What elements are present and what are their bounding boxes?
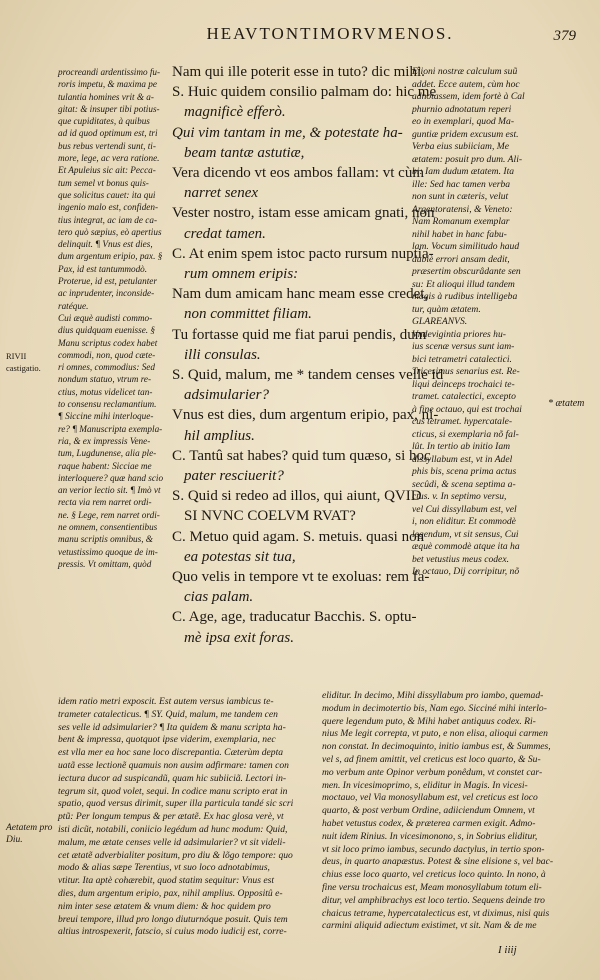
middle-column-line: Qui vim tantam in me, & potestate ha- bbox=[172, 124, 403, 141]
left-column-line: bus rebus vertendi sunt, ti- bbox=[58, 140, 156, 151]
middle-column-line: C. Tantû sat habes? quid tum quæso, si hoc bbox=[172, 447, 431, 464]
right-column-line: lût. In tertio ab initio Iam bbox=[412, 441, 511, 452]
left-column-line: ria, & ex impressis Vene- bbox=[58, 435, 151, 446]
middle-column-line: narret senex bbox=[184, 185, 259, 202]
right-column-line: su: Et alioqui illud tandem bbox=[412, 278, 515, 290]
bottom-left-line: dies, dum argentum eripio, pax, nihil amplius. Oppositû e- bbox=[58, 887, 283, 899]
right-column-line: bi: Iam dudum ætatem. Ita bbox=[412, 166, 515, 177]
left-column-line: vetustissimo quoque de im- bbox=[58, 546, 158, 557]
middle-column-line: pater resciuerit? bbox=[184, 468, 284, 485]
right-column-line: GLAREANVS. bbox=[412, 316, 468, 327]
right-column-line: vel Cui dissyllabum est, vel bbox=[412, 503, 517, 515]
bottom-right-line: vt sit loco primo iambus, secundo dactylus, in tertio spon- bbox=[322, 843, 545, 855]
page-number: 379 bbox=[553, 28, 576, 44]
left-column-line: Cui æquè audisti commo- bbox=[58, 312, 153, 323]
left-column-line: pressis. Vt omittam, quòd bbox=[58, 558, 152, 569]
left-column-line: commodi, non, quod cæte- bbox=[58, 349, 156, 360]
right-column-line: æquè commodè atque ita ha bbox=[412, 541, 520, 552]
middle-column-line: credat tamen. bbox=[184, 225, 266, 242]
left-column-line: tum, Lugdunense, alia ple- bbox=[58, 448, 157, 459]
bottom-left-line: altius introspexerit, fatscio, si cuius modo iudicij est, corre- bbox=[58, 926, 287, 938]
right-column-line: bici tetrametri catalectici. bbox=[412, 353, 512, 365]
bottom-right-line: men. In vicesimoprimo, s, eliditur in Magis. In vicesi- bbox=[322, 779, 528, 791]
bottom-right-line: quarto, & post verbum Ordine, adiiciendum Omnem, vt bbox=[322, 805, 535, 817]
left-column-line: delinquit. ¶ Vnus est dies, bbox=[58, 239, 153, 250]
bottom-right-line: non constat. In decimoquinto, initio iambus est, & Summes, bbox=[322, 741, 551, 753]
bottom-right-line: nuit idem Rinius. In vicesimonono, s, in Sobrius eliditur, bbox=[322, 830, 538, 842]
middle-column-line: adsimularier? bbox=[184, 387, 270, 404]
bottom-left-line: uatã esse lectionẽ quamuis non ausim adfirmare: tamen con bbox=[58, 759, 289, 771]
middle-column-line: Vera dicendo vt eos ambos fallam: vt cùm bbox=[172, 165, 425, 182]
right-column-line: tramet. catalectici, excepto bbox=[412, 391, 516, 402]
signature-mark: I iiij bbox=[498, 944, 517, 956]
middle-column-line: cias palam. bbox=[184, 589, 254, 606]
bottom-right-line: eliditur. In decimo, Mihi dissyllabum pro iambo, quemad- bbox=[322, 690, 544, 701]
left-column-line: raque habent: Sicciae me bbox=[58, 460, 152, 471]
bottom-left-line: cet ætatẽ adverbialiter positum, pro diu & lõgo tempore: quo bbox=[58, 849, 293, 861]
right-column-line: Argentoratensi, & Veneto: bbox=[412, 203, 513, 215]
bottom-right-line: chius esse loco quarto, vel creticus loco quinto. In nono, à bbox=[322, 869, 546, 881]
left-column-line: an verior lectio sit. ¶ Imò vt bbox=[58, 485, 161, 496]
middle-column-line: Nam qui ille poterit esse in tuto? dic mihi. bbox=[172, 64, 425, 80]
bottom-right-line: deus, in quarto anapæstus. Potest & sine elisione s, vel bac- bbox=[322, 856, 554, 868]
bottom-right-line: habet vetustus codex, & præterea carmen exigit. Admo- bbox=[322, 817, 536, 829]
middle-column-line: S. Quid, malum, me * tandem censes velle id bbox=[172, 367, 444, 384]
left-column-line: Proterue, id est, petulanter bbox=[58, 276, 157, 287]
middle-column-line: Tu fortasse quid me fiat parui pendis, dum bbox=[172, 326, 427, 343]
left-column-line: tero quò sæpius, eò apertius bbox=[58, 226, 162, 237]
right-column-line: non sunt in cæteris, velut bbox=[412, 191, 509, 202]
left-column-line: gitat: & insuper tibi potius- bbox=[58, 103, 160, 114]
left-column-line: dum argentum eripio, pax. § bbox=[58, 251, 163, 262]
left-column-line: ¶ Siccine mihi interloque- bbox=[58, 411, 154, 422]
bottom-left-line: nim inter sese ætatem & vnum diem: & hoc quidem pro bbox=[58, 900, 271, 912]
bottom-left-line: trameter catalecticus. ¶ SY. Quid, malum, me tandem cen bbox=[58, 708, 278, 720]
left-column-line: Et Apuleius sic ait: Pecca- bbox=[58, 165, 156, 176]
middle-column-line: hil amplius. bbox=[184, 427, 255, 444]
right-column-line: ætatem: posuit pro dum. Ali- bbox=[412, 153, 523, 165]
middle-column-line: Quo velis in tempore vt te exoluas: rem fa- bbox=[172, 569, 430, 586]
left-column-line: que solicitus cauet: ita qui bbox=[58, 189, 156, 200]
bottom-right-line: chaicus tetrame, hypercatalecticus est, vt diximus, nisi quis bbox=[322, 907, 550, 919]
right-column-line: dubiè errori ansam dedit, bbox=[412, 253, 510, 265]
right-column-line: adnotassem, idem fortè à Cal bbox=[412, 91, 525, 102]
bottom-left-line: modo & alias sæpe Terentius, vt suo loco adnotabimus, bbox=[58, 862, 270, 874]
right-column-line: liqui deinceps trochaici te- bbox=[412, 378, 515, 390]
right-column-line: ius scenæ versus sunt iam- bbox=[412, 341, 515, 352]
running-head: HEAVTONTIMORVMENOS. bbox=[206, 24, 454, 43]
left-column-line: Pax, id est tantummodò. bbox=[58, 263, 148, 274]
middle-column-line: magnificè efferò. bbox=[184, 104, 286, 121]
right-column-line: dissyllabum est, vt in Adel bbox=[412, 453, 513, 465]
right-column-line: nihil habet in hanc fabu- bbox=[412, 228, 507, 240]
bottom-right-line: vel s, ad finem amittit, vel creticus est loco quarto, & Su- bbox=[322, 753, 541, 765]
left-column-line: ne omnem, consentientibus bbox=[58, 521, 158, 532]
left-column-line: dius quidquam euenisse. § bbox=[58, 325, 155, 336]
left-column-line: roris impetu, & maxima pe bbox=[58, 79, 157, 90]
left-column-line: procreandi ardentissimo fu- bbox=[58, 67, 161, 77]
right-column-line: guntiæ pridem excusum est. bbox=[412, 128, 519, 140]
middle-column-line: C. Metuo quid agam. S. metuis. quasi non bbox=[172, 528, 425, 545]
bottom-right-line: moctauo, vel Via monosyllabum est, vel creticus est loco bbox=[322, 792, 538, 804]
bottom-left-line: breui tempore, illud pro longo diuturnóque posuit. Quis tem bbox=[58, 913, 288, 925]
bottom-right-line: fine versu trochaicus est, Meam monosyllabum totum eli- bbox=[322, 881, 542, 893]
left-column-line: ratéque. bbox=[58, 300, 89, 311]
right-column-line: bet vetustius meus codex. bbox=[412, 553, 509, 565]
right-column-line: Tricesimus senarius est. Re- bbox=[412, 366, 520, 377]
left-column-line: recta via rem narret ordi- bbox=[58, 497, 152, 508]
left-column-line: que cupiditates, à quibus bbox=[58, 116, 150, 127]
right-column-line: phis bis, scena prima actus bbox=[412, 466, 517, 477]
left-column-line: nondum statuo, vtrum re- bbox=[58, 374, 152, 385]
right-column-line: eo in exemplari, quod Ma- bbox=[412, 116, 515, 127]
right-column-line: cus tetramet. hypercatale- bbox=[412, 416, 513, 427]
left-commentary-column bbox=[58, 66, 170, 570]
left-column-line: manu scriptis omnibus, & bbox=[58, 534, 153, 545]
middle-column-line: C. Age, age, traducatur Bacchis. S. optu- bbox=[172, 609, 417, 626]
middle-column-line: S. Quid si redeo ad illos, qui aiunt, QVID bbox=[172, 488, 422, 505]
left-column-line: tum semel vt bonus quis- bbox=[58, 177, 149, 188]
left-column-line: to consensu reclamantium. bbox=[58, 399, 157, 410]
bottom-left-line: tegrum sit, quod volet, sequi. In codice manu scripto erat in bbox=[58, 785, 288, 797]
right-column-line: ille: Sed hac tamen verba bbox=[412, 178, 511, 190]
bottom-left-line: ptũ: Per longum tempus & per ætatẽ. Ex hac glosa verè, vt bbox=[58, 811, 284, 823]
bottom-right-line: quere legendum puto, & Mihi habet antiquus codex. Ri- bbox=[322, 715, 536, 727]
right-column-line: legendum, vt sit sensus, Cui bbox=[412, 528, 519, 540]
right-commentary-column bbox=[412, 66, 590, 579]
left-column-line: Manu scriptus codex habet bbox=[58, 337, 158, 348]
middle-column-line: non committet filiam. bbox=[184, 306, 312, 323]
middle-column-line: S. Huic quidem consilio palmam do: hic me bbox=[172, 84, 437, 101]
left-column-line: tulantia homines vrit & a- bbox=[58, 91, 154, 102]
margin-note-castigatio: RIVII castigatio. bbox=[6, 351, 41, 373]
right-column-line: i, non eliditur. Et commodè bbox=[412, 516, 516, 527]
margin-note-right-aetatem: * ætatem bbox=[548, 398, 585, 409]
middle-column-line: SI NVNC COELVM RVAT? bbox=[184, 508, 356, 525]
middle-column-line: ea potestas sit tua, bbox=[184, 548, 296, 565]
middle-column-line: rum omnem eripis: bbox=[184, 266, 299, 283]
middle-column-line: beam tantæ astutiæ, bbox=[184, 144, 305, 161]
bottom-right-line: carmini aliquid adiectum existimet, vt sit. Nam & de me bbox=[322, 920, 537, 932]
right-column-line: Verba eius subiiciam, Me bbox=[412, 141, 509, 152]
right-column-line: Nam Romanum exemplar bbox=[412, 216, 510, 227]
middle-column-line: Nam dum amicam hanc meam esse credet, bbox=[172, 286, 429, 303]
right-column-line: lam. Vocum similitudo haud bbox=[412, 241, 520, 252]
margin-note-aetatem: Aetatem pro Diu. bbox=[6, 823, 53, 845]
bottom-left-line: est vlla mer ea hoc sane loco discrepantia. Cæterùm depta bbox=[58, 747, 284, 759]
bottom-left-line: idem ratio metri exposcit. Est autem versus iambicus te- bbox=[58, 696, 274, 707]
left-column-line: tius integrat, ac iam de ca- bbox=[58, 214, 158, 225]
middle-column-line: illi consulas. bbox=[184, 346, 261, 363]
right-column-line: ctus. v. In septimo versu, bbox=[412, 491, 507, 502]
bottom-left-line: ses velle id adsimularier? ¶ Ita quidem & manu scripta ha- bbox=[58, 721, 286, 733]
bottom-right-line: nius Me legit correpta, vt puto, e non elisa, alioqui carmen bbox=[322, 728, 548, 740]
right-column-line: phurnio adnotatum reperi bbox=[412, 103, 512, 115]
left-column-line: ingenio malo est, confiden- bbox=[58, 202, 159, 213]
right-column-line: In octauo, Dij corripitur, nõ bbox=[412, 566, 520, 577]
bottom-left-commentary bbox=[58, 696, 320, 939]
left-column-line: ri omnes, commodius: Sed bbox=[58, 362, 155, 373]
bottom-right-commentary bbox=[322, 690, 592, 933]
bottom-right-line: mo verbum ante Opinor verbum ponêdum, vt constet car- bbox=[322, 766, 543, 778]
right-column-line: addet. Ecce autem, cùm hoc bbox=[412, 78, 520, 90]
middle-column-line: Vnus est dies, dum argentum eripio, pax, ni- bbox=[172, 407, 439, 424]
bottom-left-line: malum, me ætate censes velle id adsimularier? vt sit videli- bbox=[58, 836, 286, 848]
right-column-line: tur, quàm ætatem. bbox=[412, 303, 481, 315]
right-column-line: magis à rudibus intelligeba bbox=[412, 291, 518, 302]
right-column-line: secûdi, & scena septima a- bbox=[412, 478, 516, 490]
middle-column-line: mè ipsa exit foras. bbox=[184, 629, 294, 646]
bottom-right-line: modum in decimotertio bis, Nam ego. Sicciné mihi interlo- bbox=[322, 702, 547, 714]
left-column-line: more, lege, ac vera ratione. bbox=[58, 153, 160, 164]
bottom-right-line: ditur, vel amphibrachys est loco tertio. Sequens deinde tro bbox=[322, 894, 545, 906]
right-column-line: cticus, si exemplaria nõ fal- bbox=[412, 428, 519, 440]
right-column-line: Elioni nostræ calculum suũ bbox=[412, 66, 518, 77]
left-column-line: ne. § Lege, rem narret ordi- bbox=[58, 509, 160, 520]
left-column-line: ac inprudenter, inconside- bbox=[58, 288, 155, 299]
left-column-line: interloquere? quæ hand scio bbox=[58, 472, 164, 483]
bottom-left-line: bent & impressa, quotquot ipse viderim, exemplaria, nec bbox=[58, 734, 276, 746]
bottom-left-line: iectura ducor ad suspicandũ, quam hic subiiciã. Lectori in- bbox=[58, 772, 287, 784]
bottom-left-line: spatio, quod versus dirimit, super illa particula tandé sic scri bbox=[58, 798, 294, 810]
middle-column-line: Vester nostro, istam esse amicam gnati, non bbox=[172, 205, 435, 222]
right-column-line: à fine octauo, qui est trochai bbox=[412, 403, 522, 415]
right-column-line: præsertim obscurâdante sen bbox=[412, 266, 521, 277]
bottom-left-line: isti dicũt, notabili, coniicio legédum ad hunc modum: Quid, bbox=[58, 823, 288, 835]
right-column-line: Vndevigintia priores hu- bbox=[412, 328, 506, 340]
left-column-line: ad id quod optimum est, tri bbox=[58, 128, 158, 139]
left-column-line: re? ¶ Manuscripta exempla- bbox=[58, 423, 163, 434]
left-column-line: ctius, motus videlicet tan- bbox=[58, 386, 153, 397]
bottom-left-line: vtitur. Ita aptè cohærebit, quod statim sequitur: Vnus est bbox=[58, 875, 275, 887]
middle-column-line: C. At enim spem istoc pacto rursum nuptia- bbox=[172, 245, 434, 262]
